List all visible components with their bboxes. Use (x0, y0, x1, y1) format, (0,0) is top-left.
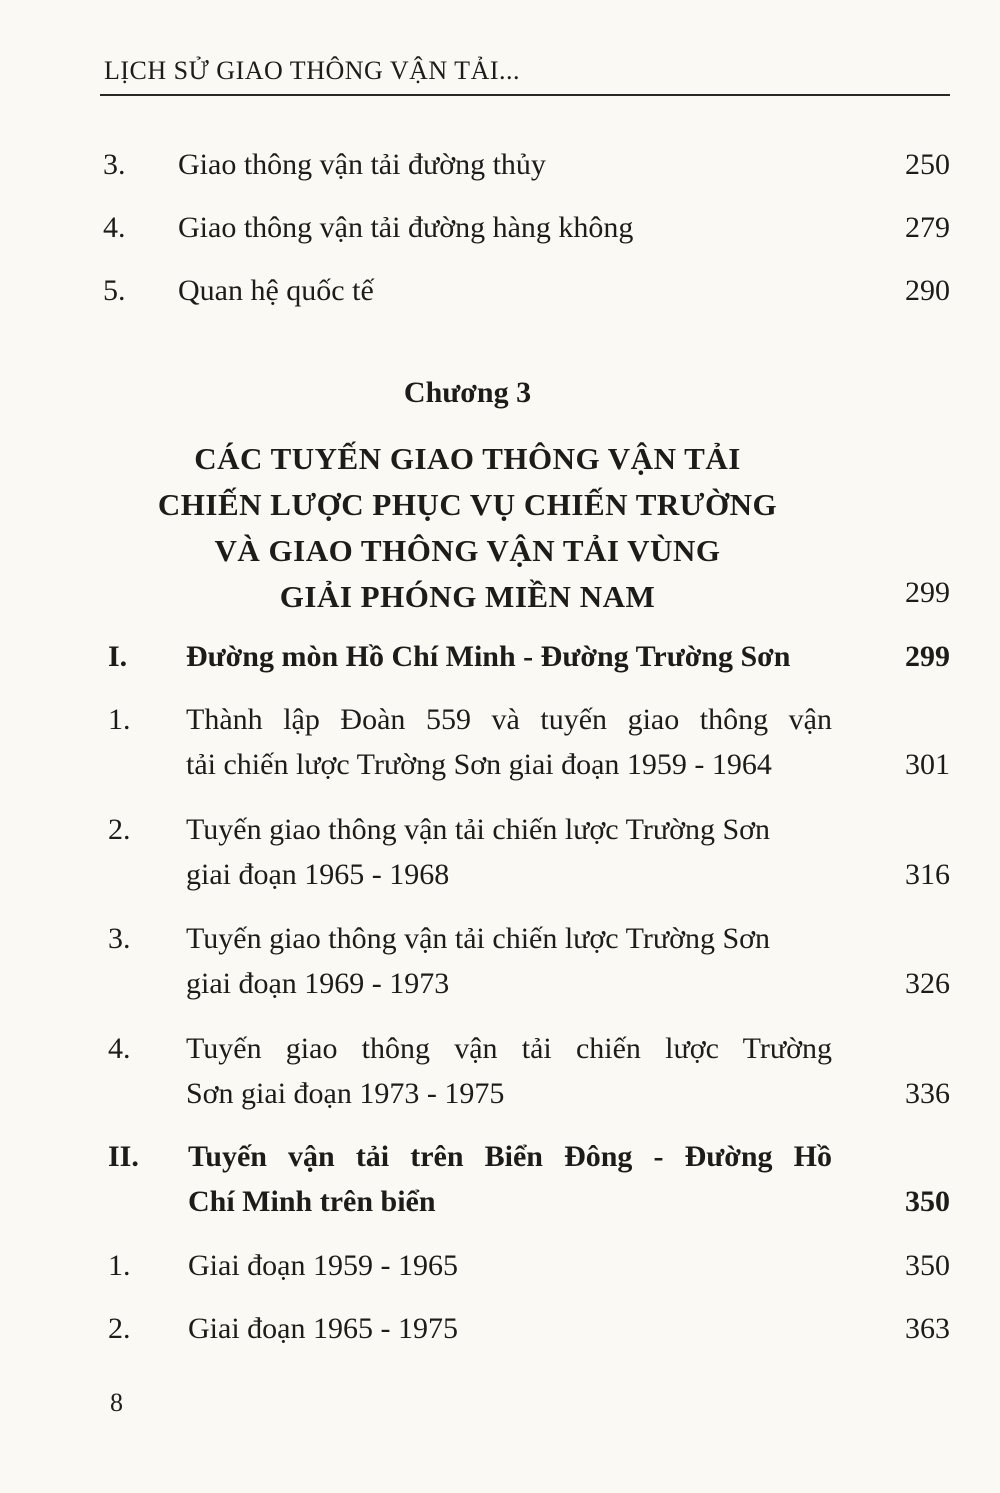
toc-entry-number: 4. (103, 211, 126, 244)
toc-entry-title: Giao thông vận tải đường thủy (178, 148, 546, 181)
toc-entry-page: 250 (905, 148, 950, 181)
toc-section-title: Đường mòn Hồ Chí Minh - Đường Trường Sơn (186, 640, 791, 673)
toc-entry-page: 363 (905, 1312, 950, 1345)
toc-section-page: 350 (905, 1185, 950, 1218)
toc-section-title-cont: Chí Minh trên biển (188, 1185, 436, 1218)
toc-entry-page: 350 (905, 1249, 950, 1282)
chapter-title[interactable] (0, 436, 935, 620)
toc-entry-title: Quan hệ quốc tế (178, 274, 374, 307)
toc-section-number: I. (108, 640, 128, 673)
toc-entry-title: Thành lập Đoàn 559 và tuyến giao thông vận (186, 703, 832, 736)
toc-entry-title-cont: giai đoạn 1969 - 1973 (186, 967, 450, 1000)
toc-entry-page: 301 (905, 748, 950, 781)
running-header (100, 54, 950, 96)
toc-entry-title: Giai đoạn 1965 - 1975 (188, 1312, 458, 1345)
toc-entry-number: 4. (108, 1032, 131, 1065)
page-number: 8 (110, 1388, 123, 1417)
toc-entry-title: Tuyến giao thông vận tải chiến lược Trường Sơn (186, 813, 771, 846)
toc-section-page: 299 (905, 640, 950, 673)
toc-entry-number: 3. (103, 148, 126, 181)
toc-entry-page: 279 (905, 211, 950, 244)
toc-entry-title-cont: giai đoạn 1965 - 1968 (186, 858, 450, 891)
toc-entry-number: 3. (108, 922, 131, 955)
toc-entry-title: Giai đoạn 1959 - 1965 (188, 1249, 458, 1282)
toc-entry-title-cont: tải chiến lược Trường Sơn giai đoạn 1959 - 1964 (186, 748, 772, 781)
toc-entry-page: 316 (905, 858, 950, 891)
toc-entry-page: 326 (905, 967, 950, 1000)
toc-entry-number: 2. (108, 1312, 131, 1345)
toc-entry-number: 2. (108, 813, 131, 846)
toc-section-title: Tuyến vận tải trên Biển Đông - Đường Hồ (188, 1140, 832, 1173)
chapter-title-line: VÀ GIAO THÔNG VẬN TẢI VÙNG (214, 533, 721, 568)
toc-entry-number: 5. (103, 274, 126, 307)
chapter-title-line: CÁC TUYẾN GIAO THÔNG VẬN TẢI (194, 441, 741, 476)
toc-entry-number: 1. (108, 703, 131, 736)
chapter-page: 299 (905, 576, 950, 609)
toc-entry-number: 1. (108, 1249, 131, 1282)
toc-section-number: II. (108, 1140, 139, 1173)
toc-entry-title-cont: Sơn giai đoạn 1973 - 1975 (186, 1077, 505, 1110)
running-header-title: LỊCH SỬ GIAO THÔNG VẬN TẢI... (104, 56, 521, 85)
toc-entry-page: 336 (905, 1077, 950, 1110)
toc-entry-title: Tuyến giao thông vận tải chiến lược Trường Sơn (186, 922, 771, 955)
chapter-label: Chương 3 (403, 376, 532, 409)
toc-entry-title: Giao thông vận tải đường hàng không (178, 211, 634, 244)
chapter-title-line: GIẢI PHÓNG MIỀN NAM (279, 579, 656, 614)
toc-entry-title: Tuyến giao thông vận tải chiến lược Trường (186, 1032, 832, 1065)
toc-entry-page: 290 (905, 274, 950, 307)
chapter-title-line: CHIẾN LƯỢC PHỤC VỤ CHIẾN TRƯỜNG (157, 487, 778, 522)
